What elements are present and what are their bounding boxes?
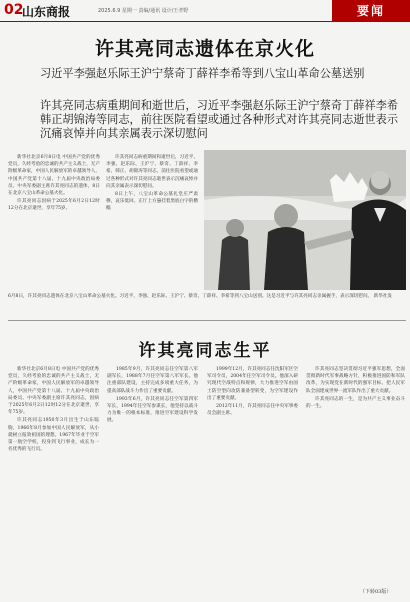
news-photo-illustration (204, 150, 406, 290)
article-column-2 (106, 154, 198, 282)
paragraph: 2012年11月，许其亮同志任中央军事委员会副主席。 (207, 404, 298, 417)
paragraph: 许其亮同志坚决贯彻习近平强军思想，全面贯彻新时代军事战略方针，积极推进国防和军队改革，为实现党在新时代的强军目标、把人民军队全面建成世界一流军队作出了重大贡献。 (306, 367, 405, 394)
bio-column-3 (207, 366, 298, 594)
section-divider (8, 320, 406, 321)
paragraph: 1985年9月，许其亮同志任空军第八军副军长，1988年7月任空军第八军军长。他注重部队建设，主持完成多项重大任务，为提高部队战斗力作出了重要贡献。 (107, 367, 198, 394)
paragraph: 新华社北京6月8日电 中国共产党的优秀党员，久经考验的忠诚的共产主义战士，无产阶级革命家，中国人民解放军的卓越领导人，中国共产党第十八届、十九届中央政治局委员、中央军委副主席许其亮同志的遗体，8日在北京八宝山革命公墓火化。 (8, 155, 100, 197)
paragraph: 许其亮同志1950年3月出生于山东临朐，1966年8月参加中国人民解放军，从小就树立报效祖国的理想。1967年毕业于空军第一航空学校，投身到飞行事业，成长为一名优秀的飞行员。 (8, 418, 99, 453)
bio-column-2 (107, 366, 198, 594)
header-meta: 2025.6.9 星期一 责编/通讯 设计/王孝野 (98, 8, 189, 14)
newspaper-name: 山东商报 (22, 5, 71, 19)
main-headline: 许其亮同志遗体在京火化 (94, 38, 315, 60)
paragraph: 许其亮同志的一生，是为共产主义事业奋斗的一生。 (306, 396, 405, 410)
paragraph: 新华社北京6月8日电 中国共产党的优秀党员，久经考验的忠诚的共产主义战士，无产阶级革命家，中国人民解放军的卓越领导人，中国共产党第十八届、十九届中央政治局委员、中央军委副主席许其亮同志，因病于2025年6月2日12时12分在北京逝世，享年75岁。 (8, 367, 99, 416)
continued-note: （下转03版） (360, 589, 392, 595)
paragraph: 1993年6月，许其亮同志任空军第四军军长，1994年任空军参谋长，他坚持以战斗力为唯一的根本标准，推进空军建设科学发展。 (107, 396, 198, 424)
photo-caption: 6月8日，许其亮同志遗体在北京八宝山革命公墓火化。习近平、李强、赵乐际、王沪宁、蔡奇、丁薛祥、李希等到八宝山送别。这是习近平与许其亮同志亲属握手，表示深切慰问。 新华社发 (8, 294, 393, 299)
news-photo (204, 150, 406, 290)
article-column-1 (8, 154, 100, 282)
paragraph: 许其亮同志病重期间和逝世后，习近平、李强、赵乐际、王沪宁、蔡奇、丁薛祥、李希、韩正、胡锦涛等同志，前往医院看望或通过各种形式对许其亮同志逝世表示沉痛哀悼并向其亲属表示深切慰问。 (106, 155, 198, 189)
section-badge: 要闻 (332, 0, 410, 22)
bio-title: 许其亮同志生平 (138, 341, 272, 361)
subheadline-2: 许其亮同志病重期间和逝世后，习近平李强赵乐际王沪宁蔡奇丁薛祥李希韩正胡锦涛等同志，前往医院看望或通过各种形式对许其亮同志逝世表示沉痛哀悼并向其亲属表示深切慰问 (40, 99, 399, 140)
bio-column-4 (306, 366, 405, 586)
page-header (0, 0, 410, 22)
bio-column-1 (8, 366, 99, 594)
page-number: 02 (4, 2, 24, 18)
paragraph: 1999年12月，许其亮同志任沈阳军区空军司令员，2004年任空军司令员。他深入研究现代空战特点和规律，大力推进空军由国土防空型向攻防兼备型转变，为空军建设作出了重要贡献。 (207, 367, 298, 401)
paragraph: 许其亮同志因病于2025年6月2日12时12分在北京逝世，享年75岁。 (8, 199, 100, 212)
subheadline-1: 习近平李强赵乐际王沪宁蔡奇丁薛祥李希等到八宝山革命公墓送别 (40, 67, 365, 80)
paragraph: 8日上午，八宝山革命公墓礼堂庄严肃穆，哀乐低回。正厅上方悬挂着黑底白字的横幅 (106, 192, 198, 212)
